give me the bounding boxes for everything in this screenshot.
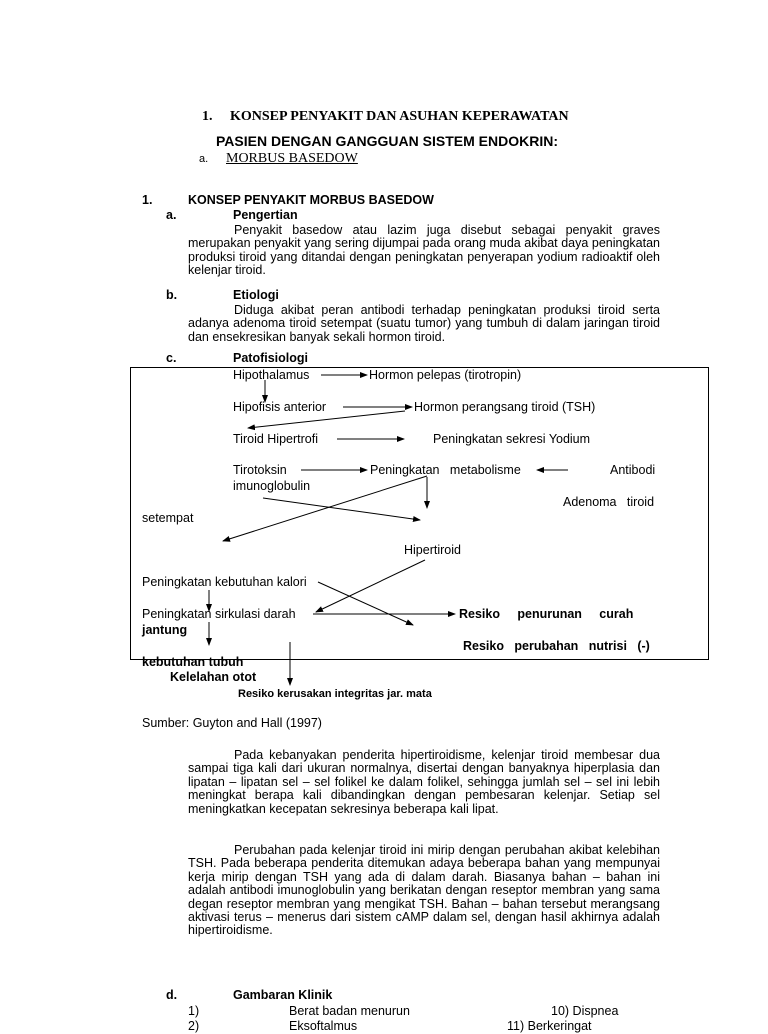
flow-kebutuhan-tubuh: kebutuhan tubuh: [142, 655, 244, 669]
section-a-text: Penyakit basedow atau lazim juga disebut sebagai penyakit graves merupakan penyakit yang sering dijumpai pada orang muda akibat daya peningkatan produksi tiroid yang ditandai dengan peningkatan penyerapan yodium radioaktif oleh kelenjar tiroid.: [188, 223, 660, 278]
flow-kelelahan: Kelelahan otot: [170, 670, 257, 684]
flow-kebutuhan-kalori: Peningkatan kebutuhan kalori: [142, 575, 307, 589]
heading-line2: PASIEN DENGAN GANGGUAN SISTEM ENDOKRIN:: [216, 133, 558, 149]
heading-sub-letter: a.: [199, 153, 209, 165]
flow-hipothalamus: Hipothalamus: [233, 368, 310, 382]
flow-resiko-nutrisi: Resiko perubahan nutrisi (-): [463, 639, 650, 653]
clinical-item-11: 11) Berkeringat: [507, 1019, 592, 1033]
section1-title: KONSEP PENYAKIT MORBUS BASEDOW: [188, 193, 434, 207]
flow-tiroid-hipertrofi: Tiroid Hipertrofi: [233, 432, 318, 446]
section-c-letter: c.: [166, 351, 177, 365]
source-citation: Sumber: Guyton and Hall (1997): [142, 716, 322, 730]
section-b-title: Etiologi: [233, 288, 279, 302]
flow-hipofisis: Hipofisis anterior: [233, 400, 327, 414]
section-b-text: Diduga akibat peran antibodi terhadap peningkatan produksi tiroid serta adanya adenoma tiroid setempat (suatu tumor) yang tumbuh di dalam jaringan tiroid dan ensekresikan banyak sekali hormon tiroid.: [188, 303, 660, 344]
clinical-item-10: 10) Dispnea: [551, 1004, 619, 1018]
flow-tirotoksin: Tirotoksin: [233, 463, 287, 477]
paragraph-2: Perubahan pada kelenjar tiroid ini mirip dengan perubahan akibat kelebihan TSH. Pada beberapa penderita ditemukan adaya beberapa bahan yang mempunyai kerja mirip dengan TSH yang ada di dalam darah. Biasanya bahan – bahan ini adalah antibodi imunoglobulin yang berikatan dengan reseptor membran yang sama degan reseptor membran yang mengikat TSH. Bahan – bahan tersebut merangsang aktivasi terus – menerus dari sistem cAMP dalam sel, dengan hasil akhirnya adalah hipertiroidisme.: [188, 843, 660, 938]
flow-integritas: Resiko kerusakan integritas jar. mata: [238, 688, 432, 700]
flow-tsh: Hormon perangsang tiroid (TSH): [414, 400, 596, 414]
section1-number: 1.: [142, 193, 153, 207]
section-c-title: Patofisiologi: [233, 351, 308, 365]
clinical-item-2-num: 2): [188, 1019, 200, 1033]
section-a-title: Pengertian: [233, 208, 298, 222]
clinical-item-2-text: Eksoftalmus: [289, 1019, 358, 1033]
heading-line1: KONSEP PENYAKIT DAN ASUHAN KEPERAWATAN: [230, 109, 569, 124]
flow-imunoglobulin: imunoglobulin: [233, 479, 311, 493]
section-d-title: Gambaran Klinik: [233, 988, 333, 1002]
heading-number: 1.: [202, 109, 213, 124]
heading-sub-title: MORBUS BASEDOW: [226, 151, 358, 166]
flow-resiko-curah: Resiko penurunan curah: [459, 607, 634, 621]
flow-adenoma: Adenoma tiroid: [563, 495, 655, 509]
section-d-letter: d.: [166, 988, 178, 1002]
clinical-item-1-num: 1): [188, 1004, 200, 1018]
flow-antibodi: Antibodi: [610, 463, 656, 477]
flow-hipertiroid: Hipertiroid: [404, 543, 461, 557]
flow-setempat: setempat: [142, 511, 194, 525]
paragraph-1: Pada kebanyakan penderita hipertiroidisme, kelenjar tiroid membesar dua sampai tiga kali dari ukuran normalnya, disertai dengan banyaknya hiperplasia dan lipatan – lipatan sel – sel folikel ke dalam folikel, sehingga jumlah sel – sel ini lebih meningkat berapa kali dibandingkan dengan pembesaran kelenjar. Setiap sel meningkatkan kecepatan sekresinya beberapa kali lipat.: [188, 748, 660, 816]
flow-sekresi-yodium: Peningkatan sekresi Yodium: [433, 432, 591, 446]
clinical-item-1-text: Berat badan menurun: [289, 1004, 410, 1018]
section-a-letter: a.: [166, 208, 177, 222]
flow-sirkulasi: Peningkatan sirkulasi darah: [142, 607, 296, 621]
section-b-letter: b.: [166, 288, 178, 302]
flow-jantung: jantung: [142, 623, 188, 637]
flow-metabolisme: Peningkatan metabolisme: [370, 463, 521, 477]
flow-hormon-pelepas: Hormon pelepas (tirotropin): [369, 368, 522, 382]
